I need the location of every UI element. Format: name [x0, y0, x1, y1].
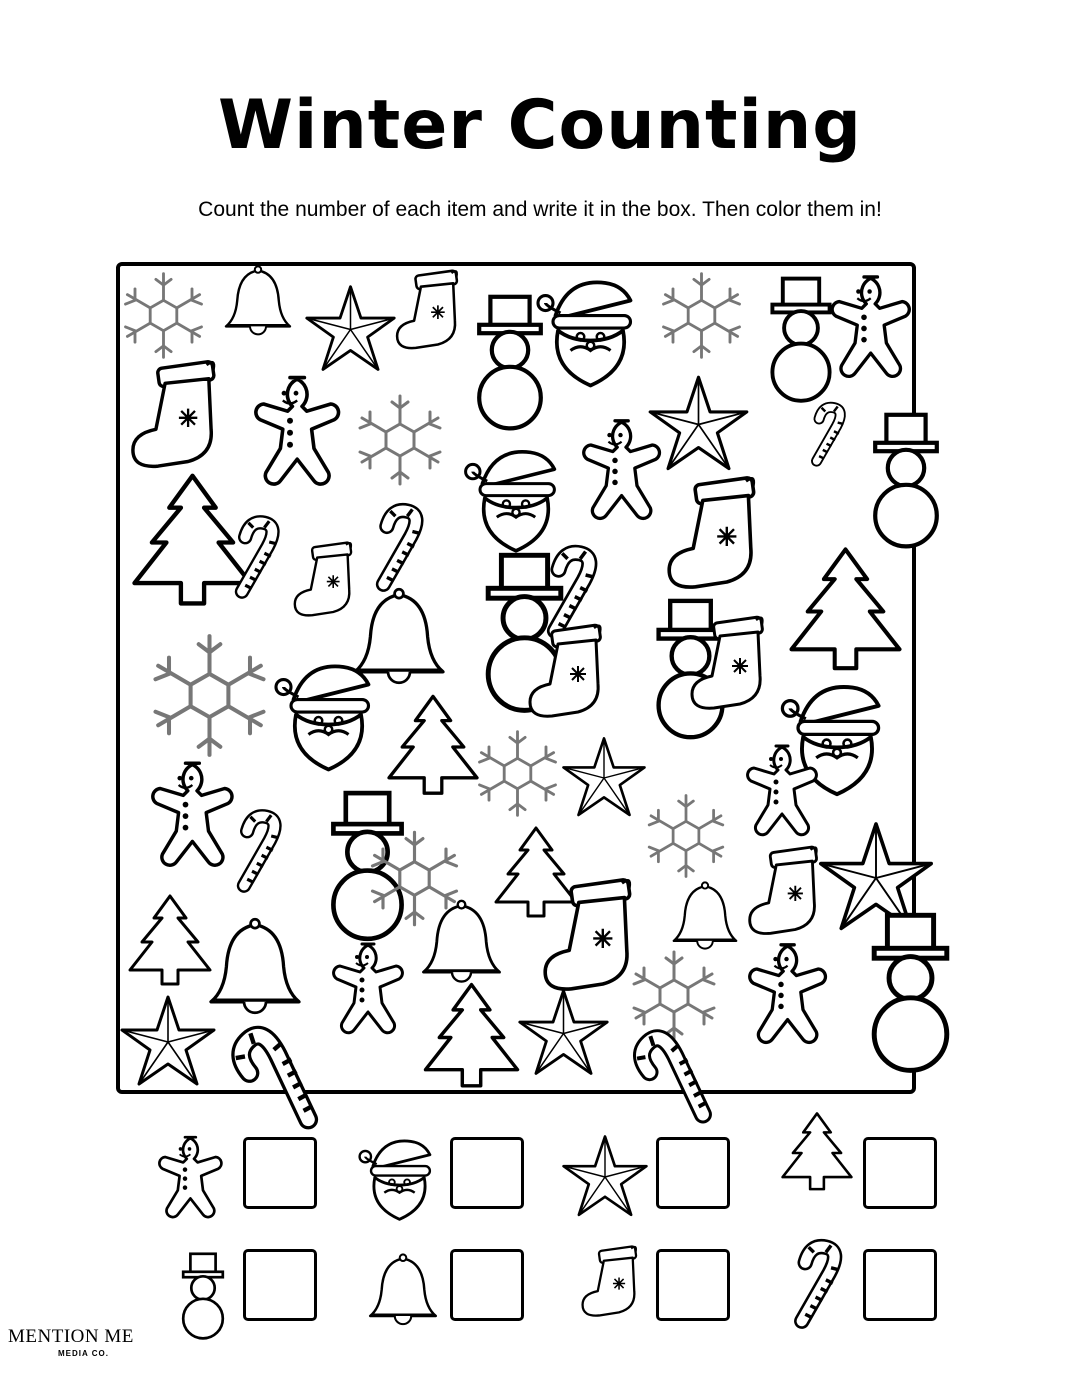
santa-icon — [360, 1141, 430, 1219]
stocking-icon — [583, 1246, 637, 1316]
answer-box-gingerbread[interactable] — [243, 1137, 317, 1209]
worksheet-title: Winter Counting — [218, 86, 862, 165]
bell-icon — [370, 1254, 436, 1324]
gingerbread-icon — [159, 1137, 221, 1217]
answer-box-bell[interactable] — [450, 1249, 524, 1321]
brand-logo — [8, 1326, 158, 1358]
answer-box-santa[interactable] — [450, 1137, 524, 1209]
answer-box-stocking[interactable] — [656, 1249, 730, 1321]
star-icon — [564, 1137, 647, 1215]
instructions-text: Count the number of each item and write it in the box. Then color them in! — [198, 198, 882, 221]
answer-box-star[interactable] — [656, 1137, 730, 1209]
logo-sub-text: MEDIA CO. — [58, 1349, 109, 1358]
logo-main-text: MENTION ME — [8, 1326, 134, 1347]
answer-box-tree[interactable] — [863, 1137, 937, 1209]
snowman-icon — [183, 1254, 223, 1339]
answer-box-candy-cane[interactable] — [863, 1249, 937, 1321]
tree-icon — [783, 1113, 852, 1189]
candy-cane-icon — [802, 1245, 838, 1321]
answer-box-snowman[interactable] — [243, 1249, 317, 1321]
